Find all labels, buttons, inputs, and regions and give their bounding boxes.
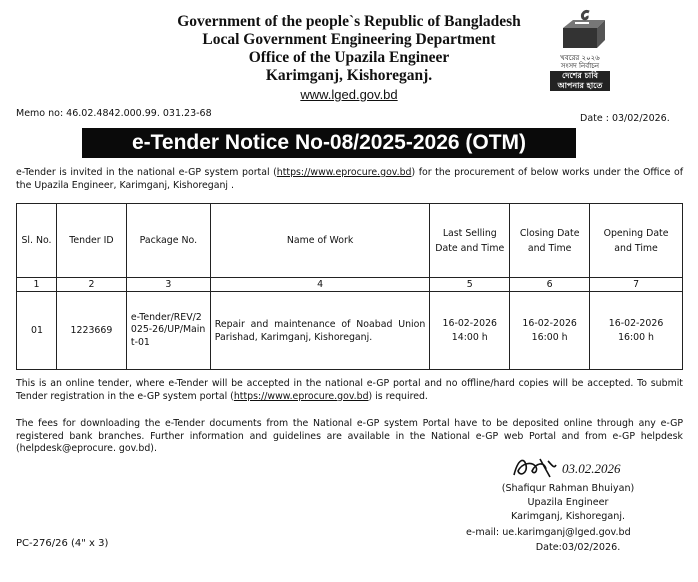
- col-header-work: Name of Work: [210, 204, 430, 278]
- table-header-row: [17, 204, 683, 278]
- logo-text-3: দেশের চাবি: [550, 71, 610, 81]
- table-row: [17, 292, 683, 370]
- table-number-row: [17, 278, 683, 292]
- signatory-email-line: [466, 527, 631, 538]
- signatory-location: Karimganj, Kishoreganj.: [510, 511, 626, 522]
- header-govt: Government of the people`s Republic of Bangladesh: [177, 13, 521, 30]
- cell-work: Repair and maintenance of Noabad Union Parishad, Karimganj, Kishoreganj.: [210, 292, 430, 370]
- intro-text-pre: e-Tender is invited in the national e-GP system portal (: [16, 167, 277, 178]
- logo-text-1: খবরের ২০২৬: [560, 54, 600, 62]
- last-selling-date: 16-02-2026: [442, 317, 498, 329]
- handwritten-signature-icon: [510, 455, 560, 481]
- closing-time: 16:00 h: [531, 331, 568, 343]
- cell-sl: 01: [17, 292, 57, 370]
- col-header-tender-id: Tender ID: [56, 204, 126, 278]
- cell-opening: [590, 292, 683, 370]
- col-number: 6: [510, 278, 590, 292]
- signatory-email[interactable]: ue.karimganj@lged.gov.bd: [502, 527, 631, 538]
- intro-paragraph: [16, 167, 683, 192]
- signature: [510, 455, 640, 481]
- col-header-sl: Sl. No.: [17, 204, 57, 278]
- opening-date: 16-02-2026: [608, 317, 664, 329]
- tender-table: [16, 203, 683, 370]
- eprocure-link-2[interactable]: https://www.eprocure.gov.bd: [233, 390, 369, 402]
- cell-last-selling: [430, 292, 510, 370]
- signatory-name: (Shafiqur Rahman Bhuiyan): [501, 483, 635, 494]
- signatory-designation: Upazila Engineer: [527, 497, 609, 508]
- col-header-closing: Closing Date and Time: [510, 204, 590, 278]
- logo-text-2: সংসদ নির্বাচন: [560, 62, 600, 70]
- col-number: 5: [430, 278, 510, 292]
- col-number: 1: [17, 278, 57, 292]
- para2-text-pre: This is an online tender, where e-Tender will be accepted in the national e-GP portal and no offline/hard copies will be accepted. To submit Tender registration in the e-GP system portal (: [16, 378, 683, 402]
- signatory-date: Date:03/02/2026.: [535, 542, 621, 553]
- col-header-package: Package No.: [126, 204, 210, 278]
- opening-time: 16:00 h: [618, 331, 655, 343]
- col-number: 7: [590, 278, 683, 292]
- logo-text-4: আপনার হাতে: [550, 81, 610, 91]
- col-number: 2: [56, 278, 126, 292]
- memo-number: Memo no: 46.02.4842.000.99. 031.23-68: [16, 108, 212, 119]
- cell-closing: [510, 292, 590, 370]
- notice-date: Date : 03/02/2026.: [580, 113, 670, 124]
- last-selling-time: 14:00 h: [451, 331, 488, 343]
- cell-tender-id: 1223669: [56, 292, 126, 370]
- pc-number: PC-276/26 (4" x 3): [16, 538, 109, 549]
- fees-paragraph: The fees for downloading the e-Tender documents from the National e-GP system Portal have to be deposited online through any e-GP registered bank branches. Further information and guidelines are available in the National e-GP web Portal and from e-GP helpdesk (helpdesk@eprocure. gov.bd).: [16, 418, 683, 454]
- para2-text-post: ) is required.: [368, 390, 428, 402]
- handwritten-date: 03.02.2026: [562, 461, 621, 476]
- online-tender-paragraph: [16, 378, 683, 403]
- header-office: Office of the Upazila Engineer: [248, 49, 450, 66]
- header-dept: Local Government Engineering Department: [202, 31, 496, 48]
- col-number: 4: [210, 278, 430, 292]
- election-logo: [538, 8, 622, 104]
- col-number: 3: [126, 278, 210, 292]
- signatory-block: [478, 482, 658, 524]
- notice-title: e-Tender Notice No-08/2025-2026 (OTM): [82, 128, 576, 158]
- ballot-box-icon: [555, 8, 605, 50]
- header-location: Karimganj, Kishoreganj.: [265, 67, 433, 84]
- intro-text-post: ) for the procurement of below works under the Office of the Upazila Engineer, Karimganj, Kishoreganj .: [16, 167, 683, 191]
- header-website[interactable]: www.lged.gov.bd: [300, 87, 398, 102]
- eprocure-link[interactable]: https://www.eprocure.gov.bd: [276, 167, 412, 178]
- email-label: e-mail:: [466, 527, 500, 538]
- col-header-opening: Opening Date and Time: [590, 204, 683, 278]
- cell-package: e-Tender/REV/2025-26/UP/Maint-01: [126, 292, 210, 370]
- closing-date: 16-02-2026: [522, 317, 577, 329]
- col-header-last-selling: Last Selling Date and Time: [430, 204, 510, 278]
